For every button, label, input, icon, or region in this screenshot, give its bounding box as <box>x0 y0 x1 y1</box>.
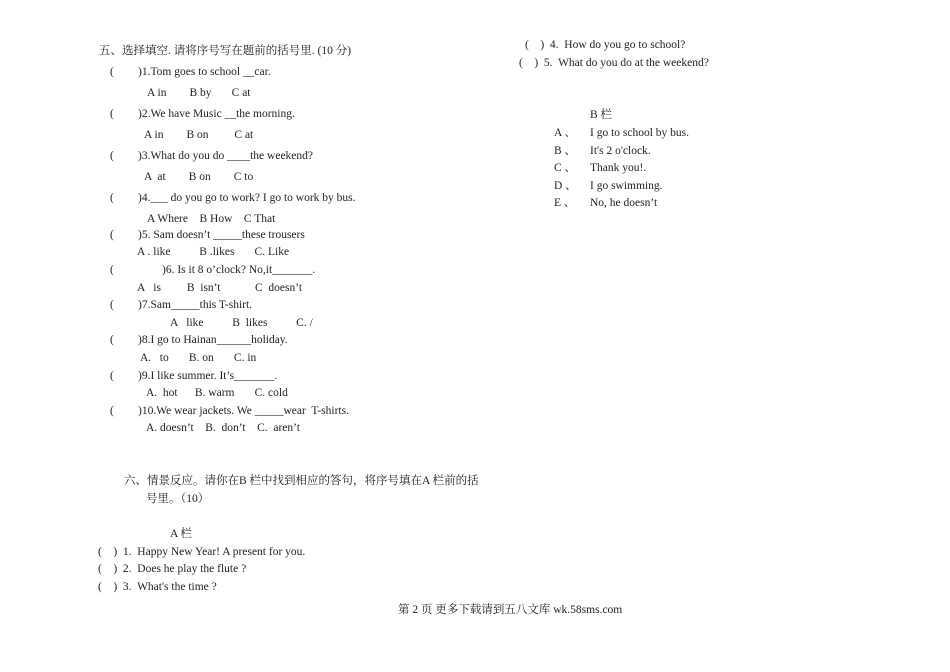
question-text: )3.What do you do ____the weekend? <box>138 150 314 162</box>
question-text: )2.We have Music __the morning. <box>138 108 295 120</box>
column-a-item: ( ) 5. What do you do at the weekend? <box>519 57 709 69</box>
question-options: A at B on C to <box>144 171 254 183</box>
answer-paren: ( <box>110 370 114 382</box>
answer-paren: ( <box>110 299 114 311</box>
question-options: A. hot B. warm C. cold <box>146 387 288 399</box>
column-b-text: Thank you!. <box>590 162 647 174</box>
answer-paren: ( <box>110 405 114 417</box>
question-options: A is B isn’t C doesn’t <box>137 282 303 294</box>
column-a-item: ( ) 1. Happy New Year! A present for you. <box>98 546 306 558</box>
answer-paren: ( <box>110 334 114 346</box>
column-a-title: A 栏 <box>170 528 193 540</box>
question-text: )9.I like summer. It’s_______. <box>138 370 278 382</box>
question-text: )7.Sam_____this T-shirt. <box>138 299 253 311</box>
section5-heading: 五、选择填空. 请将序号写在题前的括号里. (10 分) <box>99 45 352 57</box>
column-b-letter: B 、 <box>554 145 577 157</box>
question-text: )8.I go to Hainan______holiday. <box>138 334 288 346</box>
question-options: A. to B. on C. in <box>140 352 257 364</box>
column-b-letter: E 、 <box>554 197 576 209</box>
section6-heading-line1: 六、情景反应。请你在B 栏中找到相应的答句，将序号填在A 栏前的括 <box>124 475 479 487</box>
column-a-item: ( ) 4. How do you go to school? <box>525 39 686 51</box>
column-a-item: ( ) 2. Does he play the flute ? <box>98 563 247 575</box>
column-b-letter: D 、 <box>554 180 577 192</box>
column-b-text: No, he doesn’t <box>590 197 658 209</box>
answer-paren: ( <box>110 229 114 241</box>
column-b-letter: A 、 <box>554 127 577 139</box>
question-options: A Where B How C That <box>147 213 276 225</box>
question-text: )6. Is it 8 o’clock? No,it_______. <box>162 264 316 276</box>
answer-paren: ( <box>110 150 114 162</box>
question-options: A. doesn’t B. don’t C. aren’t <box>146 422 300 434</box>
answer-paren: ( <box>110 66 114 78</box>
column-a-item: ( ) 3. What's the time ? <box>98 581 217 593</box>
answer-paren: ( <box>110 264 114 276</box>
column-b-text: I go to school by bus. <box>590 127 690 139</box>
column-b-text: It's 2 o'clock. <box>590 145 651 157</box>
question-options: A . like B .likes C. Like <box>137 246 290 258</box>
question-options: A in B on C at <box>144 129 254 141</box>
column-b-text: I go swimming. <box>590 180 663 192</box>
question-options: A in B by C at <box>147 87 251 99</box>
column-b-title: B 栏 <box>590 109 613 121</box>
section6-heading-line2: 号里。（10） <box>146 493 210 505</box>
question-options: A like B likes C. / <box>170 317 313 329</box>
question-text: )4.___ do you go to work? I go to work by bus. <box>138 192 356 204</box>
answer-paren: ( <box>110 108 114 120</box>
question-text: )10.We wear jackets. We _____wear T-shirts. <box>138 405 349 417</box>
answer-paren: ( <box>110 192 114 204</box>
question-text: )1.Tom goes to school __car. <box>138 66 271 78</box>
page-footer: 第 2 页 更多下载请到五八文库 wk.58sms.com <box>398 604 623 616</box>
question-text: )5. Sam doesn’t _____these trousers <box>138 229 305 241</box>
column-b-letter: C 、 <box>554 162 577 174</box>
